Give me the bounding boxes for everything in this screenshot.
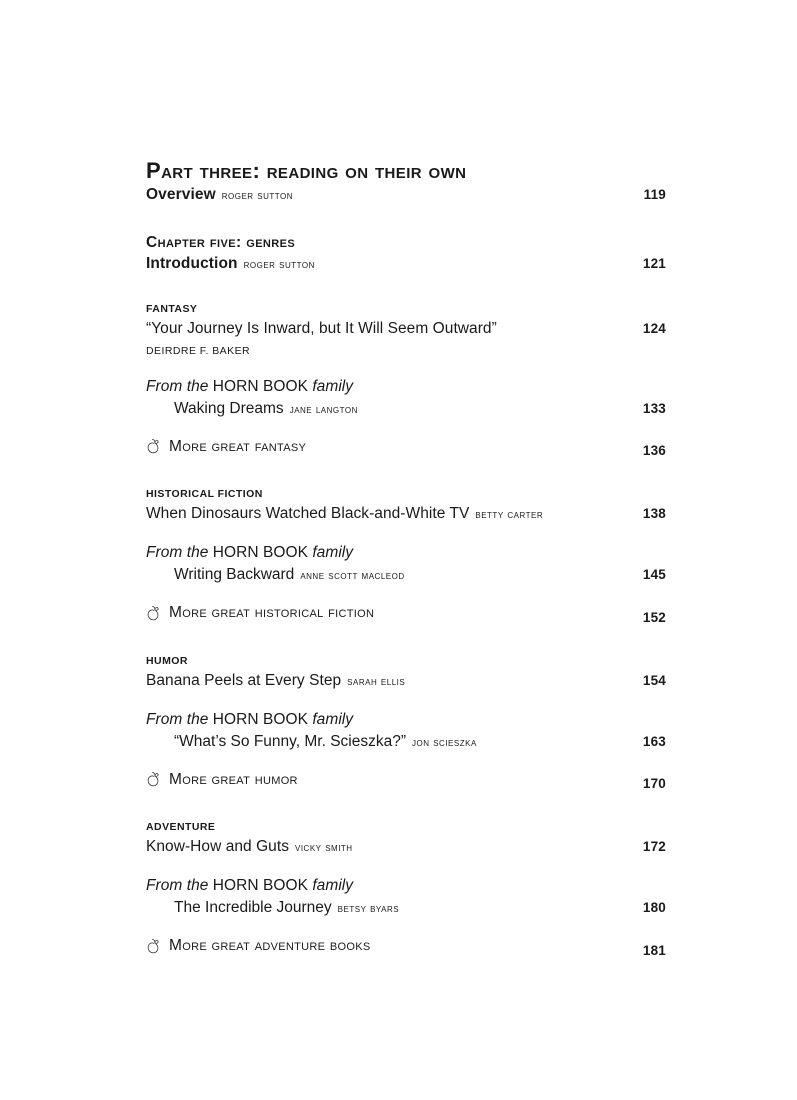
- more-great-page-number: 181: [642, 942, 666, 958]
- family-label: [174, 400, 358, 418]
- part-title: Part three: reading on their own: [146, 158, 467, 183]
- article-author: sarah ellis: [347, 675, 406, 688]
- family-heading-lead: From the: [146, 877, 209, 895]
- horn-book-family-group: [146, 378, 666, 418]
- article-entry: [146, 505, 666, 523]
- article-entry: [146, 838, 666, 856]
- article-title: When Dinosaurs Watched Black-and-White TV: [146, 505, 470, 523]
- genre-block-historical-fiction: [146, 488, 666, 625]
- more-great-entry: [146, 438, 666, 459]
- apple-icon: [146, 939, 162, 956]
- genre-block-humor: [146, 655, 666, 792]
- family-heading-trail: family: [312, 544, 354, 562]
- introduction-label: [146, 255, 315, 273]
- introduction-entry: [146, 255, 666, 273]
- more-great-page-number: 170: [642, 776, 666, 792]
- overview-page-number: 119: [643, 186, 666, 202]
- article-author: betty carter: [475, 509, 544, 522]
- introduction-page-number: 121: [642, 255, 666, 271]
- family-heading-lead: From the: [146, 544, 209, 562]
- more-great-text: More great humor: [169, 770, 298, 788]
- family-page-number: 145: [642, 567, 666, 583]
- article-title: “Your Journey Is Inward, but It Will Seem Outward”: [146, 319, 497, 337]
- article-entry: [146, 320, 666, 338]
- overview-author: roger sutton: [221, 189, 294, 202]
- family-heading-trail: family: [312, 377, 354, 395]
- article-label: [146, 838, 353, 856]
- family-entry: [146, 400, 666, 418]
- article-entry: [146, 672, 666, 690]
- more-great-label: [146, 771, 298, 789]
- horn-book-family-heading: [146, 544, 666, 562]
- family-heading-trail: family: [312, 710, 354, 728]
- family-heading-roman: HORN BOOK: [212, 544, 308, 562]
- article-author-block: DEIRDRE F. BAKER: [146, 344, 251, 357]
- article-label: [146, 505, 543, 523]
- more-great-entry: [146, 937, 666, 958]
- more-great-text: More great historical fiction: [169, 604, 375, 622]
- family-label: [174, 566, 405, 584]
- horn-book-family-group: [146, 544, 666, 584]
- article-page-number: 124: [642, 320, 666, 336]
- apple-icon: [146, 439, 162, 456]
- more-great-text: More great adventure books: [169, 937, 371, 955]
- more-great-entry: [146, 771, 666, 792]
- more-great-label: [146, 937, 371, 955]
- horn-book-family-group: [146, 711, 666, 751]
- article-title: Know-How and Guts: [146, 838, 289, 856]
- genre-block-adventure: [146, 821, 666, 958]
- article-label: [146, 320, 497, 338]
- more-great-page-number: 152: [642, 609, 666, 625]
- article-page-number: 172: [642, 839, 666, 855]
- family-title: Writing Backward: [174, 566, 295, 584]
- family-heading-lead: From the: [146, 710, 209, 728]
- overview-entry: [146, 186, 666, 204]
- genre-label: FANTASY: [146, 302, 198, 315]
- family-title: “What’s So Funny, Mr. Scieszka?”: [174, 732, 407, 750]
- article-title: Banana Peels at Every Step: [146, 671, 342, 689]
- apple-icon: [146, 772, 162, 789]
- more-great-label: [146, 604, 374, 622]
- horn-book-family-group: [146, 877, 666, 917]
- article-author: vicky smith: [295, 842, 353, 855]
- family-title: Waking Dreams: [174, 399, 284, 417]
- introduction-title: Introduction: [146, 254, 238, 272]
- article-page-number: 154: [642, 672, 666, 688]
- genre-label: HUMOR: [146, 654, 188, 667]
- overview-title: Overview: [146, 185, 216, 203]
- family-author: jon scieszka: [412, 736, 477, 749]
- genre-label: ADVENTURE: [146, 821, 216, 834]
- genre-label: HISTORICAL FICTION: [146, 488, 263, 501]
- horn-book-family-heading: [146, 711, 666, 729]
- family-label: [174, 899, 399, 917]
- family-entry: [146, 899, 666, 917]
- horn-book-family-heading: [146, 378, 666, 396]
- more-great-page-number: 136: [642, 443, 666, 459]
- family-page-number: 133: [642, 400, 666, 416]
- family-entry: [146, 733, 666, 751]
- genre-list: [146, 303, 666, 958]
- family-heading-roman: HORN BOOK: [212, 710, 308, 728]
- introduction-author: roger sutton: [243, 258, 315, 271]
- article-label: [146, 672, 405, 690]
- family-page-number: 180: [642, 900, 666, 916]
- family-heading-lead: From the: [146, 377, 209, 395]
- genre-block-fantasy: [146, 303, 666, 459]
- family-author: anne scott macleod: [300, 570, 405, 583]
- apple-icon: [146, 606, 162, 623]
- chapter-title: Chapter five: genres: [146, 233, 296, 251]
- more-great-label: [146, 438, 306, 456]
- family-author: jane langton: [289, 403, 358, 416]
- family-author: betsy byars: [337, 903, 400, 916]
- table-of-contents: [146, 158, 666, 958]
- family-title: The Incredible Journey: [174, 899, 332, 917]
- family-page-number: 163: [642, 733, 666, 749]
- horn-book-family-heading: [146, 877, 666, 895]
- family-heading-trail: family: [312, 877, 354, 895]
- overview-label: [146, 186, 293, 204]
- family-heading-roman: HORN BOOK: [212, 877, 308, 895]
- more-great-entry: [146, 604, 666, 625]
- family-label: [174, 733, 477, 751]
- article-page-number: 138: [642, 506, 666, 522]
- family-heading-roman: HORN BOOK: [212, 377, 308, 395]
- family-entry: [146, 566, 666, 584]
- more-great-text: More great fantasy: [169, 437, 307, 455]
